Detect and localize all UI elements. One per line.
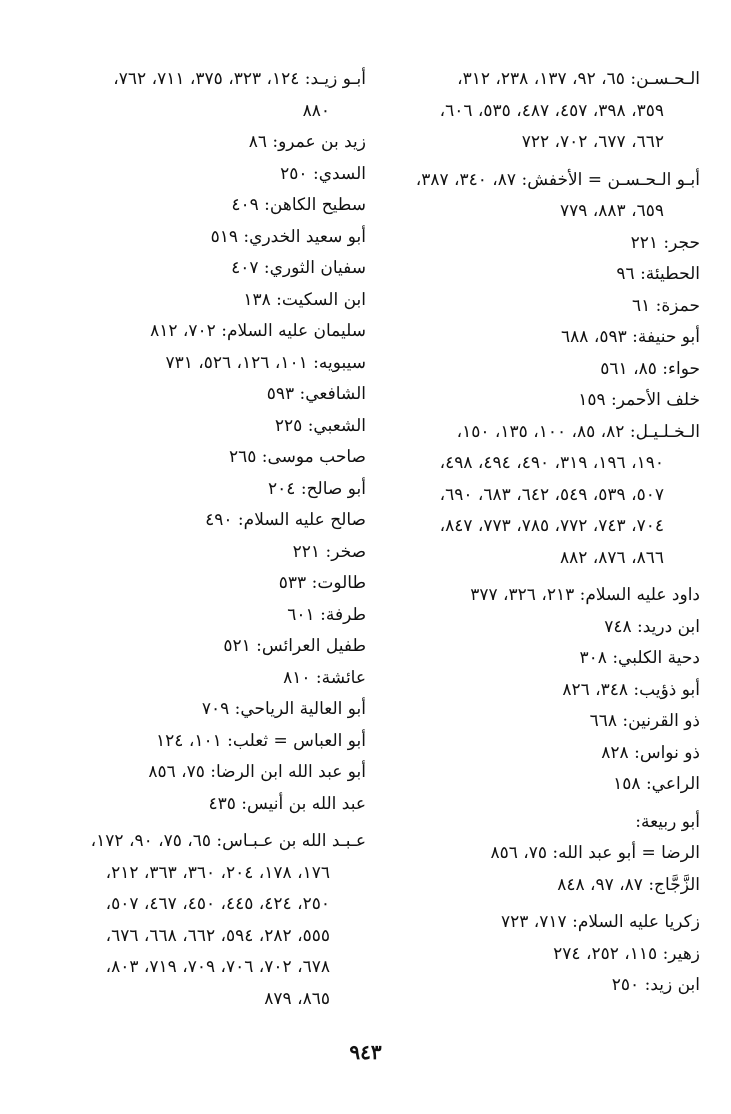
index-entry [374,228,700,260]
entry-line-continuation: ١٧٦، ١٧٨، ٢٠٤، ٣٦٠، ٣٦٣، ٢١٢، [105,862,330,883]
page-number: ٩٤٣ [349,1040,382,1064]
entry-line: عائشة: ٨١٠ [283,667,366,688]
index-entry [40,505,366,537]
entry-line: ذو نواس: ٨٢٨ [601,742,700,763]
index-entry [374,838,700,870]
index-entry [374,738,700,770]
entry-line: أبو العالية الرياحي: ٧٠٩ [201,699,366,719]
index-entry [40,663,366,695]
entry-line: طرفة: ٦٠١ [287,604,366,625]
index-entry [374,970,700,1002]
entry-line: زكريا عليه السلام: ٧١٧، ٧٢٣ [501,912,700,932]
entry-line: أبـو زيـد: ١٢٤، ٣٢٣، ٣٧٥، ٧١١، ٧٦٢، [113,69,366,89]
index-entry [40,411,366,443]
entry-line-continuation: ٦٦٢، ٦٧٧، ٧٠٢، ٧٢٢ [521,132,664,152]
entry-line: طفيل العرائس: ٥٢١ [223,636,366,656]
entry-line: الشعبي: ٢٢٥ [274,415,366,436]
entry-line: أبو العباس = ثعلب: ١٠١، ١٢٤ [156,730,366,751]
index-entry [40,568,366,600]
index-entry [374,907,700,939]
index-entry [374,259,700,291]
index-entry [374,769,700,801]
entry-line: سيبويه: ١٠١، ١٢٦، ٥٢٦، ٧٣١ [165,352,366,373]
entry-line: الـخـلـيـل: ٨٢، ٨٥، ١٠٠، ١٣٥، ١٥٠، [456,421,700,442]
entry-line: عـبـد الله بن عـبـاس: ٦٥، ٧٥، ٩٠، ١٧٢، [90,831,366,851]
entry-line-continuation: ١٩٠، ١٩٦، ٣١٩، ٤٩٠، ٤٩٤، ٤٩٨، [439,453,664,473]
entry-line-continuation: ٦٥٩، ٨٨٣، ٧٧٩ [560,201,664,221]
index-entry [40,826,366,1015]
index-entry [40,316,366,348]
index-entry [374,417,700,575]
entry-line: صاحب موسى: ٢٦٥ [228,447,366,467]
index-entry [374,354,700,386]
index-entry [374,580,700,612]
entry-line-continuation: ٥٠٧، ٥٣٩، ٥٤٩، ٦٤٢، ٦٨٣، ٦٩٠، [439,484,664,505]
entry-line: حمزة: ٦١ [631,295,700,316]
index-page [40,64,700,1054]
entry-line: ابن دريد: ٧٤٨ [604,616,700,637]
index-entry [374,291,700,323]
entry-line: ذو القرنين: ٦٦٨ [589,711,700,731]
entry-line: أبو ذؤيب: ٣٤٨، ٨٢٦ [562,679,700,700]
entry-line-continuation: ٧٠٤، ٧٤٣، ٧٧٢، ٧٨٥، ٧٧٣، ٨٤٧، [439,516,664,536]
entry-line-continuation: ٣٥٩، ٣٩٨، ٤٥٧، ٤٨٧، ٥٣٥، ٦٠٦، [439,100,664,121]
index-entry [40,694,366,726]
index-entry [40,757,366,789]
entry-line: السدي: ٢٥٠ [280,163,366,184]
entry-line: حواء: ٨٥، ٥٦١ [600,358,700,379]
entry-line: أبو صالح: ٢٠٤ [268,478,366,499]
entry-line: طالوت: ٥٣٣ [278,573,366,593]
index-entry [374,322,700,354]
entry-line: ابن السكيت: ١٣٨ [243,289,366,310]
entry-line: الشافعي: ٥٩٣ [266,384,366,404]
index-column-right [370,64,700,1054]
entry-line: أبو حنيفة: ٥٩٣، ٦٨٨ [561,327,700,347]
entry-line: دحية الكلبي: ٣٠٨ [579,648,700,668]
index-entry [374,675,700,707]
index-entry [40,726,366,758]
entry-line: داود عليه السلام: ٢١٣، ٣٢٦، ٣٧٧ [470,585,700,605]
entry-line: أبو سعيد الخدري: ٥١٩ [210,226,366,247]
index-entry [374,706,700,738]
index-entry [40,537,366,569]
index-entry [40,285,366,317]
entry-line-continuation: ٥٥٥، ٢٨٢، ٥٩٤، ٦٦٢، ٦٦٨، ٦٧٦، [105,925,330,946]
index-entry [374,64,700,159]
entry-line: الـحـسـن: ٦٥، ٩٢، ١٣٧، ٢٣٨، ٣١٢، [457,69,700,89]
entry-line: أبـو الـحـسـن = الأخفش: ٨٧، ٣٤٠، ٣٨٧، [415,169,700,190]
index-entry [40,631,366,663]
entry-line: الرضا = أبو عبد الله: ٧٥، ٨٥٦ [490,843,700,863]
entry-line-continuation: ٨٦٥، ٨٧٩ [264,988,330,1009]
index-entry [374,870,700,902]
index-column-left [40,64,370,1054]
index-entry [40,190,366,222]
index-entry [374,612,700,644]
entry-line: صالح عليه السلام: ٤٩٠ [205,510,366,530]
entry-line: عبد الله بن أنيس: ٤٣٥ [208,793,366,814]
entry-line: الحطيئة: ٩٦ [616,264,700,284]
entry-line: ابن زيد: ٢٥٠ [611,975,700,995]
index-entry [40,474,366,506]
entry-line: الراعي: ١٥٨ [613,774,700,794]
entry-line: سطيح الكاهن: ٤٠٩ [231,195,366,215]
entry-line-continuation: ٨٦٦، ٨٧٦، ٨٨٢ [560,547,664,568]
index-entry [40,379,366,411]
entry-line-continuation: ٦٧٨، ٧٠٢، ٧٠٦، ٧٠٩، ٧١٩، ٨٠٣، [105,957,330,977]
index-entry [40,159,366,191]
entry-line: أبو ربيعة: [635,811,700,832]
index-entry [374,385,700,417]
entry-line: الزَّجَّاج: ٨٧، ٩٧، ٨٤٨ [557,874,700,895]
entry-line: أبو عبد الله ابن الرضا: ٧٥، ٨٥٦ [148,762,366,782]
index-entry [374,939,700,971]
entry-line-continuation: ٢٥٠، ٤٢٤، ٤٤٥، ٤٥٠، ٤٦٧، ٥٠٧، [105,894,330,914]
entry-line: خلف الأحمر: ١٥٩ [578,390,700,410]
entry-line: حجر: ٢٢١ [630,232,700,253]
index-entry [40,600,366,632]
index-entry [40,222,366,254]
entry-line: صخر: ٢٢١ [292,541,366,562]
index-entry [40,789,366,821]
entry-line-continuation: ٨٨٠ [302,100,330,121]
entry-line: زيد بن عمرو: ٨٦ [248,132,366,152]
entry-line: سليمان عليه السلام: ٧٠٢، ٨١٢ [150,321,366,341]
entry-line: سفيان الثوري: ٤٠٧ [231,258,366,278]
index-entry [374,165,700,228]
index-entry [40,348,366,380]
index-entry [40,253,366,285]
index-entry [374,643,700,675]
index-entry [40,64,366,127]
entry-line: زهير: ١١٥، ٢٥٢، ٢٧٤ [553,943,700,964]
index-entry [40,442,366,474]
index-entry [374,807,700,839]
index-entry [40,127,366,159]
